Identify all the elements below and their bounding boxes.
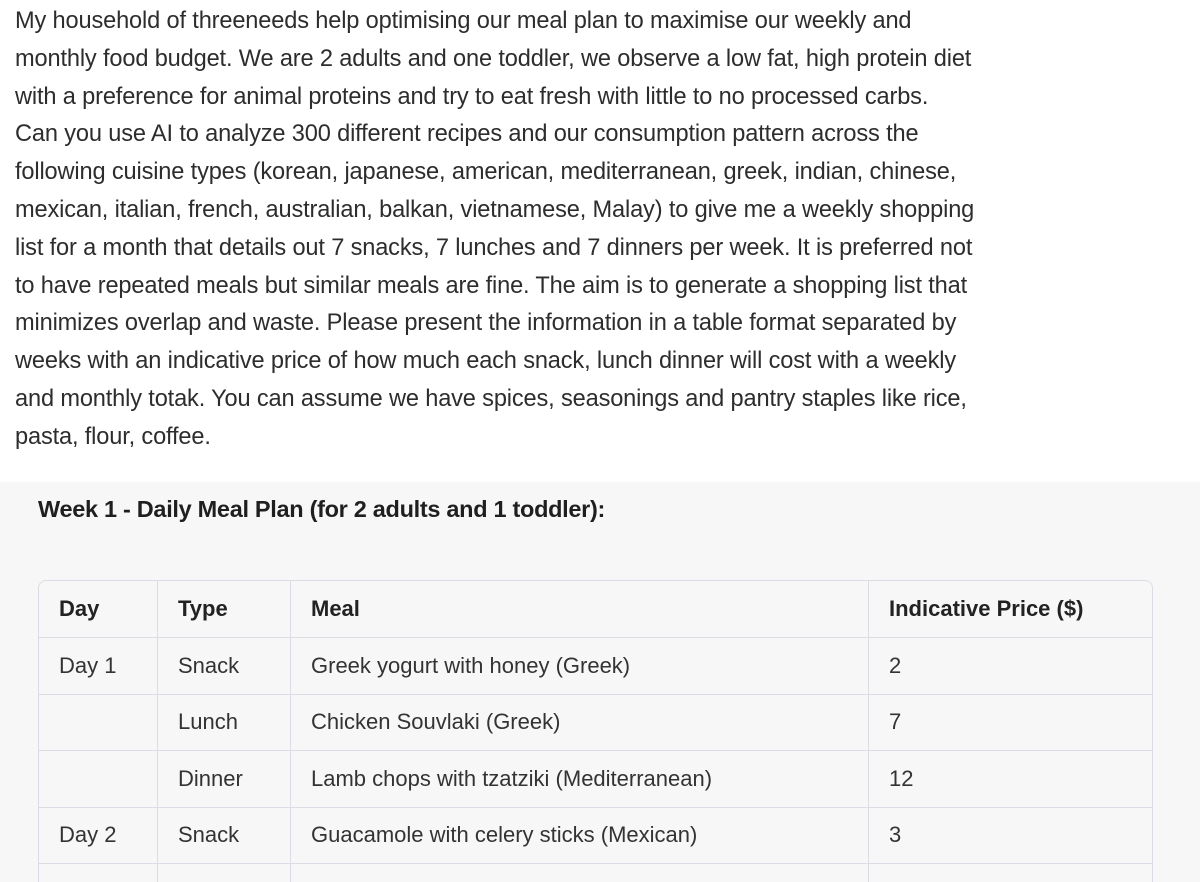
- cell-type: [158, 864, 291, 882]
- user-message-line: pasta, flour, coffee.: [15, 423, 211, 450]
- table-row: [39, 751, 1152, 808]
- header-meal: Meal: [291, 581, 869, 638]
- cell-price: 12: [869, 751, 1152, 808]
- cell-type: Snack: [158, 808, 291, 865]
- cell-meal: Greek yogurt with honey (Greek): [291, 638, 869, 695]
- user-message-line: weeks with an indicative price of how much each snack, lunch dinner will cost with a weekly: [15, 348, 957, 375]
- user-message-line: to have repeated meals but similar meals are fine. The aim is to generate a shopping list that: [15, 272, 968, 299]
- week-heading: Week 1 - Daily Meal Plan (for 2 adults and 1 toddler):: [38, 496, 606, 522]
- table-row: [39, 864, 1152, 882]
- user-message-line: and monthly totak. You can assume we have spices, seasonings and pantry staples like rice,: [15, 385, 967, 412]
- meal-plan-table: [38, 580, 1153, 882]
- user-message-line: My household of threeneeds help optimising our meal plan to maximise our weekly and: [15, 8, 912, 34]
- assistant-message: [0, 482, 1200, 882]
- cell-day: Day 1: [39, 638, 158, 695]
- cell-type: Snack: [158, 638, 291, 695]
- cell-day: [39, 751, 158, 808]
- cell-price: 3: [869, 808, 1152, 865]
- cell-price: 7: [869, 695, 1152, 752]
- user-message-line: list for a month that details out 7 snacks, 7 lunches and 7 dinners per week. It is preferred not: [15, 234, 973, 261]
- cell-price: [869, 864, 1152, 882]
- table-row: [39, 808, 1152, 865]
- cell-price: 2: [869, 638, 1152, 695]
- user-message-line: mexican, italian, french, australian, balkan, vietnamese, Malay) to give me a weekly shopping: [15, 196, 975, 223]
- table-row: [39, 695, 1152, 752]
- header-day: Day: [39, 581, 158, 638]
- cell-meal: Lamb chops with tzatziki (Mediterranean): [291, 751, 869, 808]
- cell-day: [39, 695, 158, 752]
- header-type: Type: [158, 581, 291, 638]
- cell-day: Day 2: [39, 808, 158, 865]
- table-header-row: [39, 581, 1152, 638]
- user-message-line: monthly food budget. We are 2 adults and one toddler, we observe a low fat, high protein diet: [15, 45, 972, 72]
- cell-meal: Chicken Souvlaki (Greek): [291, 695, 869, 752]
- table-row: [39, 638, 1152, 695]
- user-message-line: following cuisine types (korean, japanese, american, mediterranean, greek, indian, chinese,: [15, 159, 957, 186]
- user-message-line: minimizes overlap and waste. Please present the information in a table format separated by: [15, 310, 957, 337]
- cell-type: Lunch: [158, 695, 291, 752]
- cell-type: Dinner: [158, 751, 291, 808]
- header-price: Indicative Price ($): [869, 581, 1152, 638]
- cell-day: [39, 864, 158, 882]
- cell-meal: [291, 864, 869, 882]
- cell-meal: Guacamole with celery sticks (Mexican): [291, 808, 869, 865]
- user-message-line: Can you use AI to analyze 300 different recipes and our consumption pattern across the: [15, 121, 919, 148]
- user-message-line: with a preference for animal proteins and try to eat fresh with little to no processed carbs.: [15, 83, 929, 110]
